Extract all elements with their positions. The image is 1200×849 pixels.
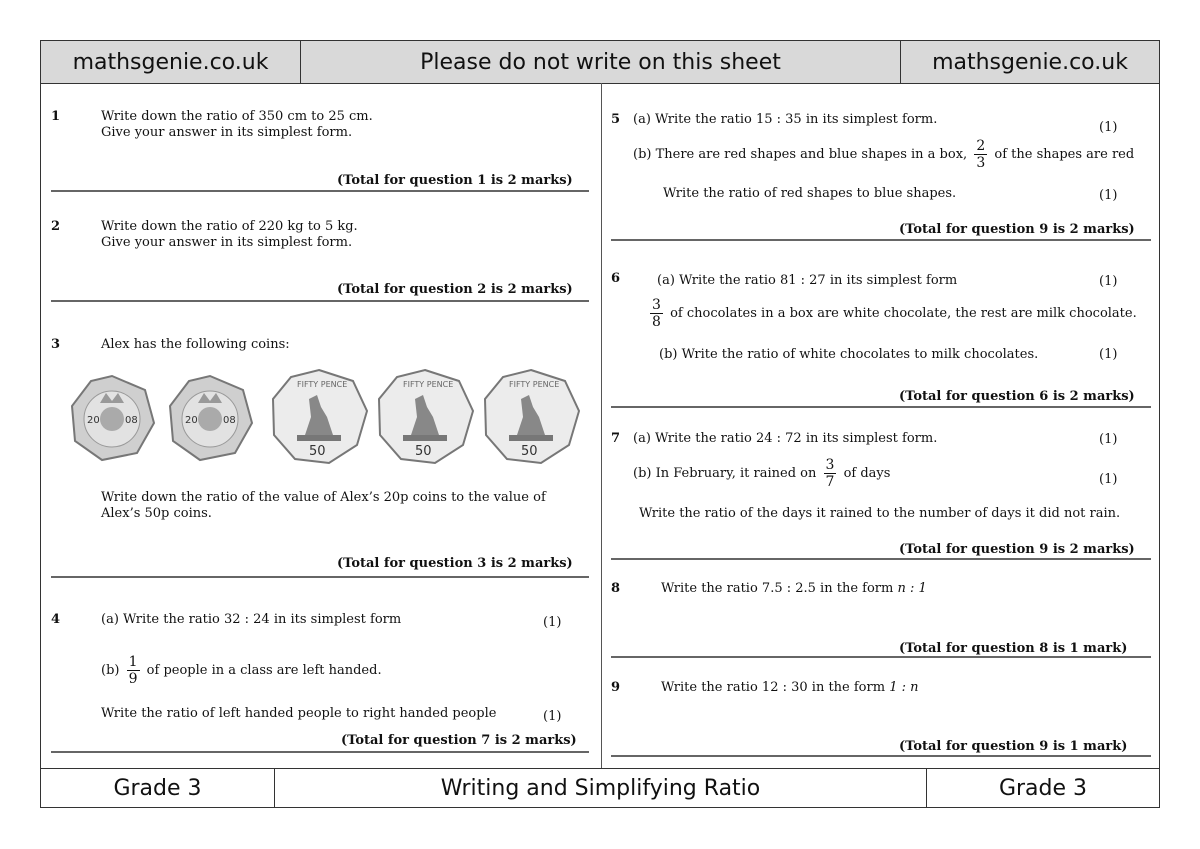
header-notice: Please do not write on this sheet [301,41,901,83]
q2-line1: Write down the ratio of 220 kg to 5 kg. [101,219,358,234]
q5-divider [611,239,1151,241]
footer-topic: Writing and Simplifying Ratio [275,769,927,807]
coin-50p-1-value: 50 [309,444,326,459]
q8-text-form: n : 1 [897,581,927,596]
q6-fraction-denominator: 8 [652,314,661,330]
q4-number: 4 [51,612,61,627]
q5-part-b [633,139,1134,170]
q5-fraction-denominator: 3 [976,155,986,171]
q3-divider [51,576,589,578]
q7-part-b-mark: (1) [1099,472,1118,487]
q1-number: 1 [51,109,61,124]
q9-text [661,680,919,695]
coin-50p-3 [481,367,581,467]
q1-line1: Write down the ratio of 350 cm to 25 cm. [101,109,373,124]
q9-total: (Total for question 9 is 1 mark) [899,739,1128,754]
coin-20p-2-year-left: 20 [185,415,198,426]
q5-part-b-text2: of the shapes are red [994,147,1135,162]
q7-fraction [824,458,837,489]
q6-part-b-mark: (1) [1099,347,1118,362]
q8-text [661,581,927,596]
coin-20p-2 [165,373,255,463]
q5-fraction [974,139,987,170]
q5-part-b-line2: Write the ratio of red shapes to blue shapes. [663,186,957,201]
q2-line2: Give your answer in its simplest form. [101,235,353,250]
q6-fraction-numerator: 3 [652,297,661,313]
q7-fraction-numerator: 3 [825,457,835,473]
q6-total: (Total for question 6 is 2 marks) [899,389,1135,404]
q7-part-b-text2: of days [843,466,891,481]
q4-part-a-mark: (1) [543,615,562,630]
coin-50p-1-legend: FIFTY PENCE [297,380,348,389]
q5-fraction-numerator: 2 [976,138,986,154]
q5-part-a-mark: (1) [1099,120,1118,135]
q6-part-b: (b) Write the ratio of white chocolates to milk chocolates. [659,347,1039,362]
footer-grade-left: Grade 3 [41,769,275,807]
q4-fraction-numerator: 1 [128,654,138,670]
q8-text-main: Write the ratio 7.5 : 2.5 in the form [661,581,894,596]
coin-20p-1-year-left: 20 [87,415,100,426]
q8-number: 8 [611,581,621,596]
coin-20p-1 [67,373,157,463]
q4-fraction-denominator: 9 [128,671,138,687]
q2-divider [51,300,589,302]
footer-bar [41,768,1159,807]
header-bar [41,41,1159,84]
q5-total: (Total for question 9 is 2 marks) [899,222,1135,237]
q9-number: 9 [611,680,621,695]
q5-part-b-text1: (b) There are red shapes and blue shapes in a box, [633,147,968,162]
q6-number: 6 [611,271,621,286]
footer-grade-right: Grade 3 [998,775,1088,801]
q2-number: 2 [51,219,61,234]
q7-part-b [633,458,890,489]
q7-divider [611,558,1151,560]
q2-total: (Total for question 2 is 2 marks) [337,282,573,297]
coin-50p-2 [375,367,475,467]
q4-part-b [101,655,382,686]
q6-part-a: (a) Write the ratio 81 : 27 in its simplest form [657,273,958,288]
column-divider [601,83,602,771]
coin-50p-2-value: 50 [415,444,432,459]
q5-part-a: (a) Write the ratio 15 : 35 in its simplest form. [633,112,938,127]
worksheet [40,40,1160,808]
q3-line1: Alex has the following coins: [101,337,290,352]
coin-50p-2-legend: FIFTY PENCE [403,380,454,389]
q6-fraction [650,298,663,329]
coin-20p-1-year-right: 08 [125,415,138,426]
q7-part-a: (a) Write the ratio 24 : 72 in its simplest form. [633,431,938,446]
q7-number: 7 [611,431,621,446]
q7-part-a-mark: (1) [1099,432,1118,447]
q3-total: (Total for question 3 is 2 marks) [337,556,573,571]
q1-line2: Give your answer in its simplest form. [101,125,353,140]
q3-line3: Alex’s 50p coins. [101,506,212,521]
q6-statement [647,298,1137,329]
q7-total: (Total for question 9 is 2 marks) [899,542,1135,557]
q3-line2: Write down the ratio of the value of Alex’s 20p coins to the value of [101,490,546,505]
header-site-right: mathsgenie.co.uk [932,49,1128,75]
q7-part-c: Write the ratio of the days it rained to the number of days it did not rain. [639,506,1121,521]
q4-part-b-line2: Write the ratio of left handed people to right handed people [101,706,497,721]
q5-number: 5 [611,112,621,127]
q1-divider [51,190,589,192]
q4-part-a: (a) Write the ratio 32 : 24 in its simplest form [101,612,402,627]
q8-divider [611,656,1151,658]
q8-total: (Total for question 8 is 1 mark) [899,641,1128,656]
q9-divider [611,755,1151,757]
q7-fraction-denominator: 7 [825,474,835,490]
coin-50p-3-value: 50 [521,444,538,459]
coin-50p-1 [269,367,369,467]
q6-part-a-mark: (1) [1099,274,1118,289]
q4-part-b-text: of people in a class are left handed. [146,663,382,678]
q6-statement-text: of chocolates in a box are white chocolate, the rest are milk chocolate. [670,306,1137,321]
q9-text-form: 1 : n [889,680,919,695]
q9-text-main: Write the ratio 12 : 30 in the form [661,680,886,695]
q7-part-b-text1: (b) In February, it rained on [633,466,817,481]
q1-total: (Total for question 1 is 2 marks) [337,173,573,188]
q5-part-b-mark: (1) [1099,188,1118,203]
q4-divider [51,751,589,753]
q4-fraction [127,655,140,686]
q6-divider [611,406,1151,408]
coin-20p-2-year-right: 08 [223,415,236,426]
coin-50p-3-legend: FIFTY PENCE [509,380,560,389]
q4-part-b-mark: (1) [543,709,562,724]
q4-part-b-label: (b) [101,663,120,678]
q3-number: 3 [51,337,61,352]
q4-total: (Total for question 7 is 2 marks) [341,733,577,748]
header-site-left: mathsgenie.co.uk [41,41,301,83]
